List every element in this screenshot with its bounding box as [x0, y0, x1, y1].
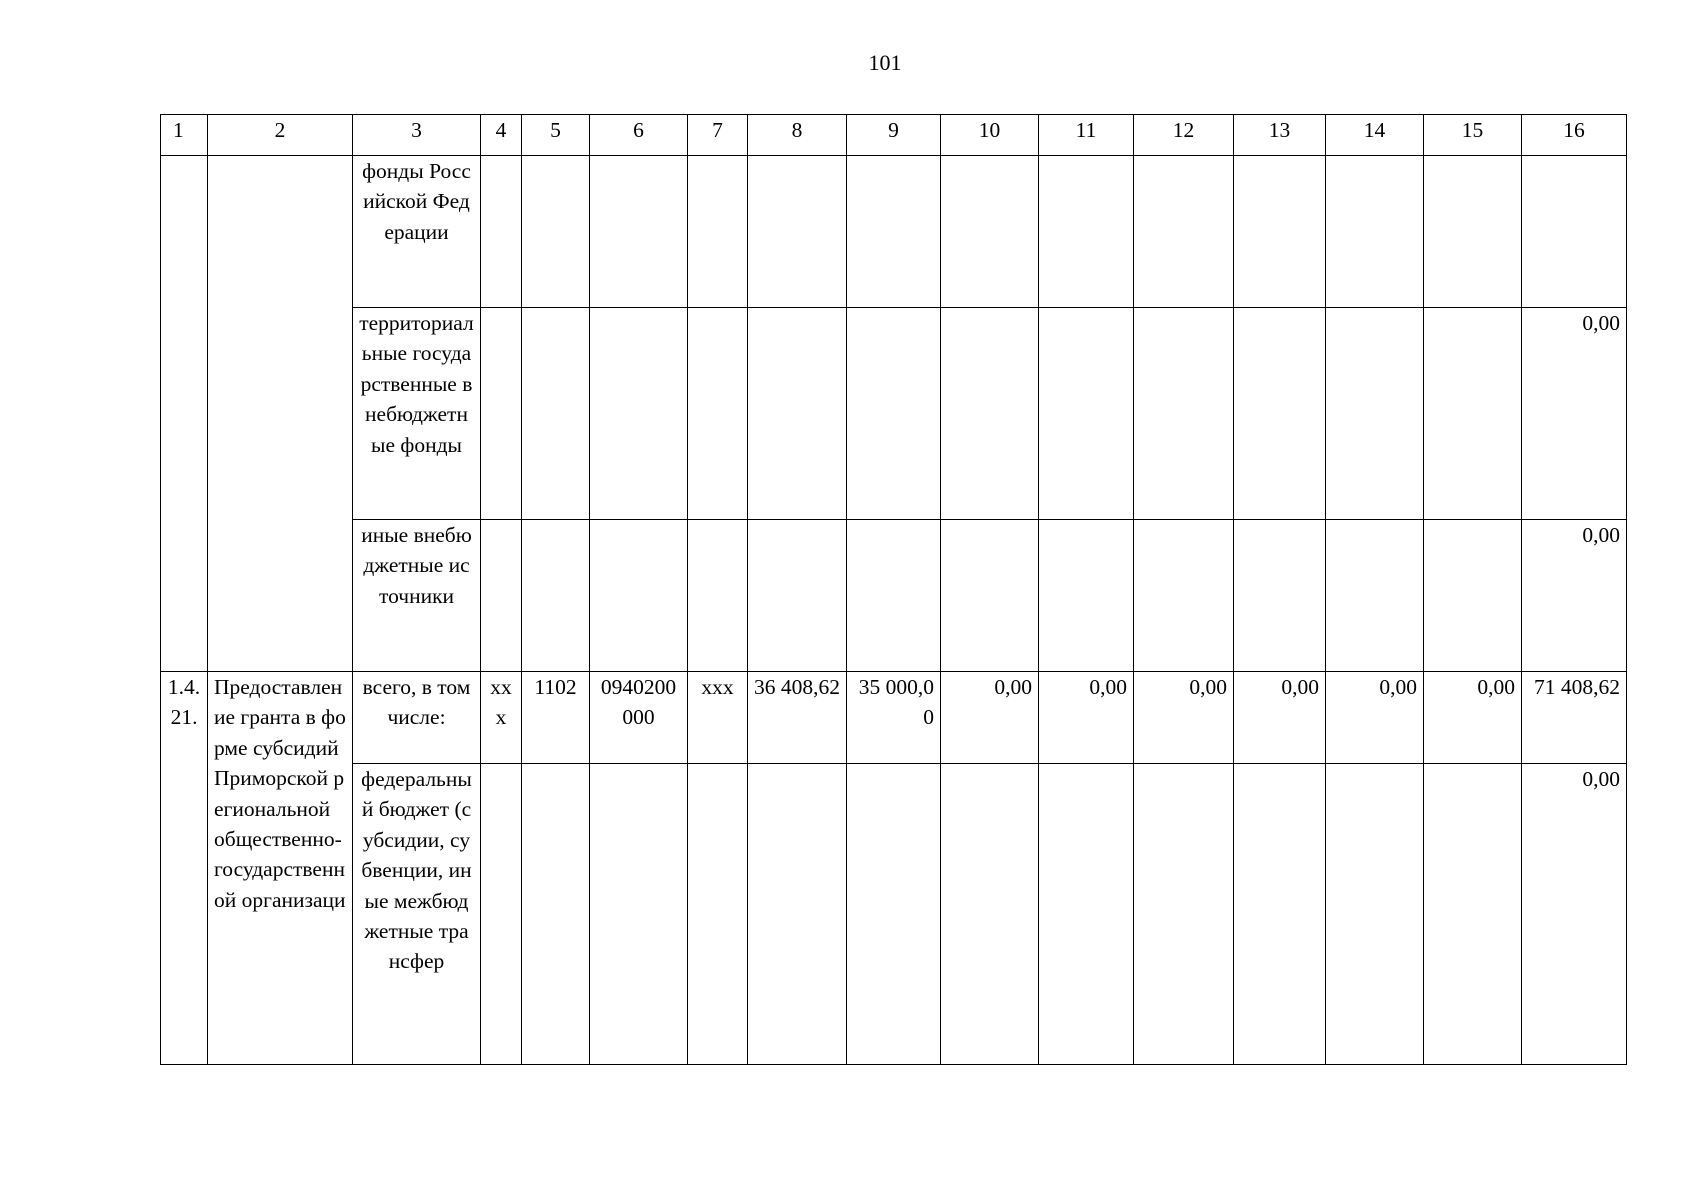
page-number: 101 — [868, 50, 902, 75]
cell — [847, 308, 941, 520]
cell — [590, 156, 688, 308]
cell-value: 0,00 — [1234, 672, 1326, 764]
cell — [481, 156, 522, 308]
table-row — [161, 672, 1627, 764]
cell — [1234, 308, 1326, 520]
cell-total: 0,00 — [1522, 764, 1627, 1065]
header-cell: 4 — [481, 115, 522, 156]
cell-name-empty — [208, 156, 353, 672]
table-row — [161, 764, 1627, 1065]
cell — [941, 308, 1039, 520]
cell-value: 36 408,62 — [748, 672, 847, 764]
header-cell: 8 — [748, 115, 847, 156]
table-row — [161, 156, 1627, 308]
cell-code-grbs: ххх — [481, 672, 522, 764]
cell-source: территориальные государственные внебюджетные фонды — [353, 308, 481, 520]
cell — [847, 764, 941, 1065]
header-cell: 14 — [1326, 115, 1424, 156]
header-cell: 11 — [1039, 115, 1134, 156]
cell — [688, 308, 748, 520]
cell — [1039, 156, 1134, 308]
cell — [1234, 764, 1326, 1065]
cell — [481, 308, 522, 520]
header-cell: 7 — [688, 115, 748, 156]
cell — [748, 156, 847, 308]
cell — [748, 308, 847, 520]
cell-code-type: ххх — [688, 672, 748, 764]
cell — [1039, 520, 1134, 672]
cell — [1039, 308, 1134, 520]
cell-source: иные внебюджетные источники — [353, 520, 481, 672]
cell-item-number: 1.4.21. — [161, 672, 208, 1065]
cell — [941, 156, 1039, 308]
cell-source: федеральный бюджет (субсидии, субвенции, иные межбюджетные трансфер — [353, 764, 481, 1065]
header-cell: 15 — [1424, 115, 1522, 156]
cell-value: 0,00 — [1134, 672, 1234, 764]
cell — [688, 764, 748, 1065]
cell — [1134, 520, 1234, 672]
cell — [481, 764, 522, 1065]
cell — [590, 308, 688, 520]
cell-value: 35 000,00 — [847, 672, 941, 764]
cell-value: 0,00 — [1326, 672, 1424, 764]
cell — [748, 520, 847, 672]
cell-code-target: 0940200000 — [590, 672, 688, 764]
cell — [522, 520, 590, 672]
cell — [1424, 156, 1522, 308]
cell — [1234, 520, 1326, 672]
cell — [1134, 308, 1234, 520]
table-row — [161, 308, 1627, 520]
header-cell: 2 — [208, 115, 353, 156]
cell — [1326, 308, 1424, 520]
cell-total: 0,00 — [1522, 520, 1627, 672]
cell — [1326, 156, 1424, 308]
table-row — [161, 520, 1627, 672]
cell — [1134, 156, 1234, 308]
header-cell: 5 — [522, 115, 590, 156]
cell-value: 0,00 — [941, 672, 1039, 764]
cell — [688, 520, 748, 672]
cell — [590, 520, 688, 672]
table-header-row — [161, 115, 1627, 156]
cell — [1326, 764, 1424, 1065]
cell-total: 0,00 — [1522, 308, 1627, 520]
header-cell: 12 — [1134, 115, 1234, 156]
header-cell: 9 — [847, 115, 941, 156]
cell-value: 0,00 — [1039, 672, 1134, 764]
cell — [941, 520, 1039, 672]
cell — [590, 764, 688, 1065]
header-cell: 3 — [353, 115, 481, 156]
cell-code-section: 1102 — [522, 672, 590, 764]
header-cell: 16 — [1522, 115, 1627, 156]
cell — [1234, 156, 1326, 308]
cell-total: 71 408,62 — [1522, 672, 1627, 764]
cell — [847, 520, 941, 672]
budget-table — [160, 114, 1627, 1065]
cell — [522, 308, 590, 520]
header-cell: 10 — [941, 115, 1039, 156]
cell — [1424, 308, 1522, 520]
cell — [847, 156, 941, 308]
cell-total — [1522, 156, 1627, 308]
cell — [481, 520, 522, 672]
cell-value: 0,00 — [1424, 672, 1522, 764]
cell — [1326, 520, 1424, 672]
cell-source: фонды Российской Федерации — [353, 156, 481, 308]
cell — [941, 764, 1039, 1065]
cell — [1039, 764, 1134, 1065]
cell — [522, 764, 590, 1065]
cell-source: всего, в том числе: — [353, 672, 481, 764]
cell-item-name: Предоставление гранта в форме субсидий Приморской региональной общественно-государственной организаци — [208, 672, 353, 1065]
cell — [748, 764, 847, 1065]
cell — [1424, 764, 1522, 1065]
header-cell: 1 — [161, 115, 208, 156]
header-cell: 6 — [590, 115, 688, 156]
cell — [522, 156, 590, 308]
cell — [1134, 764, 1234, 1065]
cell-number-empty — [161, 156, 208, 672]
cell — [1424, 520, 1522, 672]
cell — [688, 156, 748, 308]
header-cell: 13 — [1234, 115, 1326, 156]
